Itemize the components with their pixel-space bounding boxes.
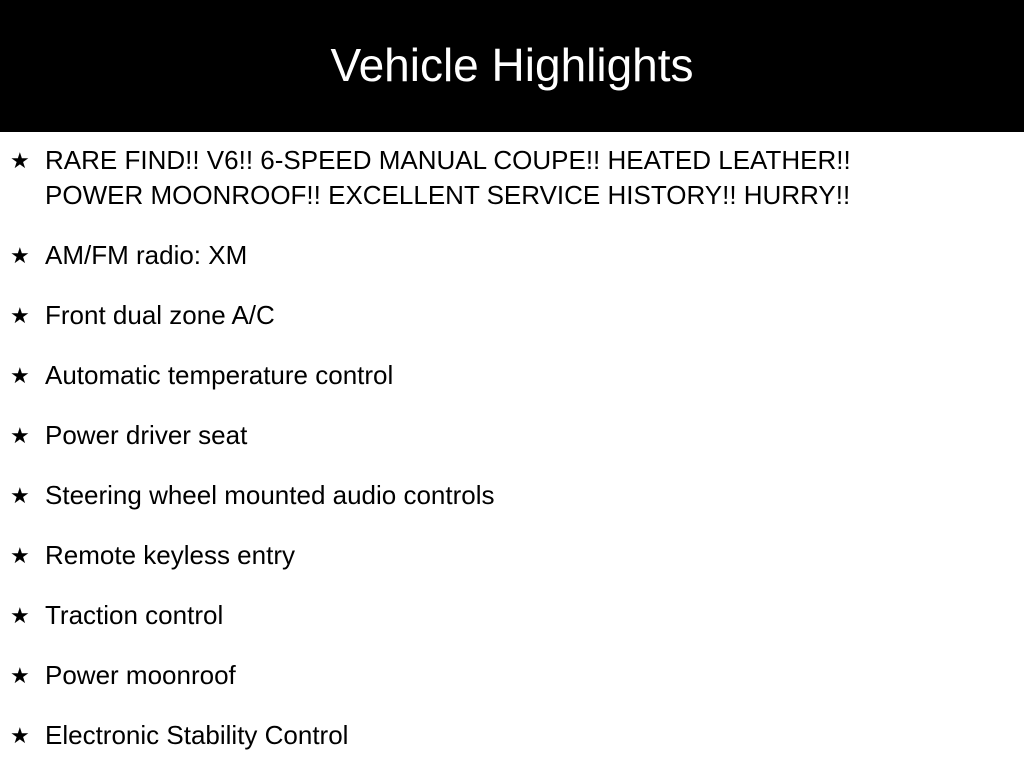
star-icon: ★ xyxy=(10,363,30,388)
star-icon: ★ xyxy=(10,148,30,173)
list-item-text: Remote keyless entry xyxy=(45,540,295,570)
list-item-text: RARE FIND!! V6!! 6-SPEED MANUAL COUPE!! HEATED LEATHER!! POWER MOONROOF!! EXCELLENT SERVICE HISTORY!! HURRY!! xyxy=(45,145,851,210)
list-item-text: Steering wheel mounted audio controls xyxy=(45,480,495,510)
star-icon: ★ xyxy=(10,663,30,688)
list-item-text: Power driver seat xyxy=(45,420,248,450)
list-item-text: Traction control xyxy=(45,600,224,630)
star-icon: ★ xyxy=(10,723,30,748)
list-item-text: Automatic temperature control xyxy=(45,360,394,390)
list-item-text: Front dual zone A/C xyxy=(45,300,275,330)
list-item-text: AM/FM radio: XM xyxy=(45,240,248,270)
star-icon: ★ xyxy=(10,303,30,328)
list-item-text: Power moonroof xyxy=(45,660,236,690)
page-title: Vehicle Highlights xyxy=(330,39,694,91)
list-item-text: Electronic Stability Control xyxy=(45,720,349,750)
star-icon: ★ xyxy=(10,543,30,568)
star-icon: ★ xyxy=(10,483,30,508)
star-icon: ★ xyxy=(10,423,30,448)
star-icon: ★ xyxy=(10,243,30,268)
header-bar xyxy=(0,0,1024,132)
star-icon: ★ xyxy=(10,603,30,628)
